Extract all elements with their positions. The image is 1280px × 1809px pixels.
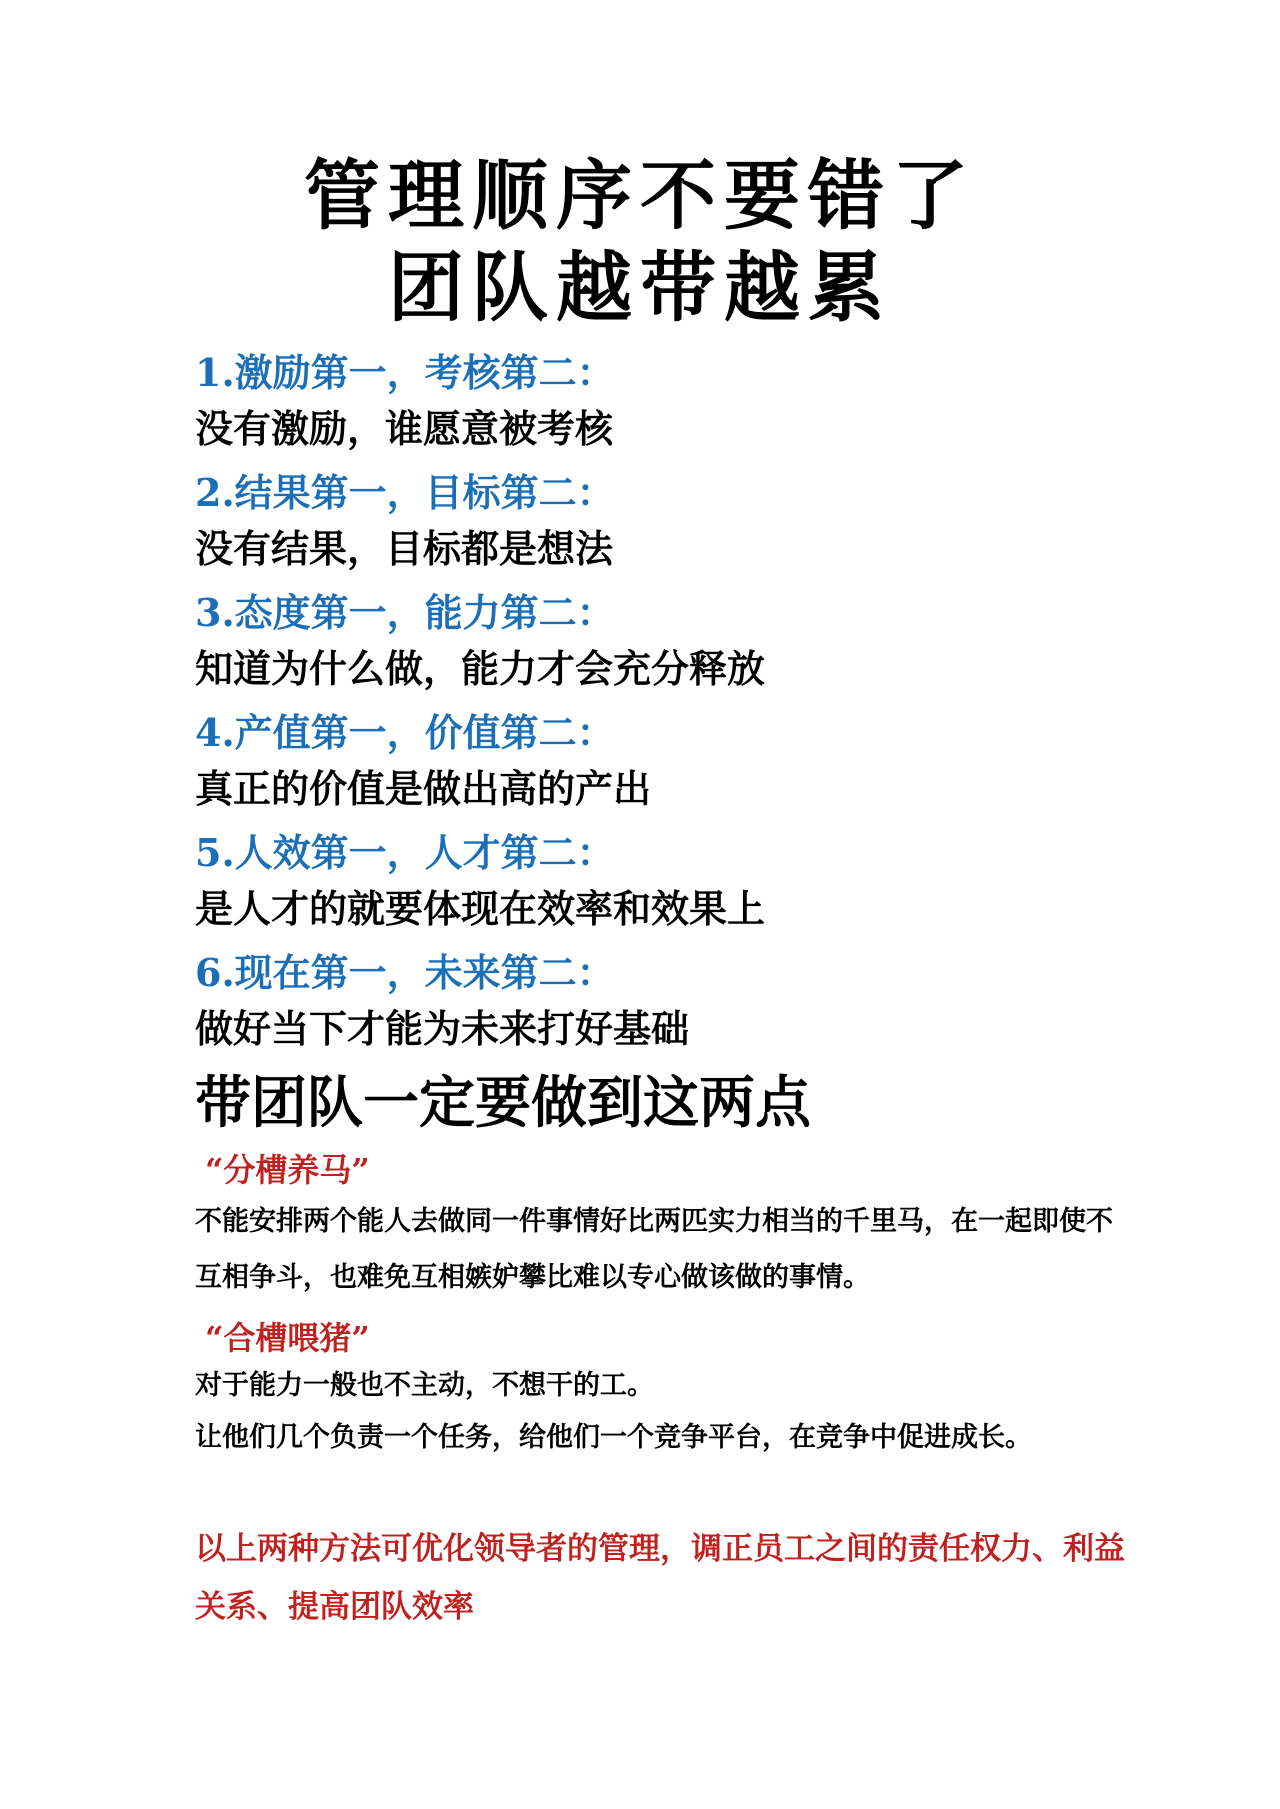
section-heading: 带团队一定要做到这两点	[195, 1070, 811, 1136]
title-line-1: 管理顺序不要错了	[304, 151, 976, 240]
principle-6-desc: 做好当下才能为未来打好基础	[195, 1006, 690, 1051]
method-2-line-1: 对于能力一般也不主动，不想干的工。	[195, 1370, 654, 1401]
method-1-text: 不能安排两个能人去做同一件事情好比两匹实力相当的千里马，在一起即使不互相争斗，也难免互相嫉妒攀比难以专心做该做的事情。	[195, 1206, 1113, 1293]
principle-6-heading: 6.现在第一，未来第二：	[195, 950, 615, 995]
closing-note: 以上两种方法可优化领导者的管理，调正员工之间的责任权力、利益关系、提高团队效率	[195, 1531, 1125, 1625]
principle-3-heading: 3.态度第一，能力第二：	[195, 590, 615, 635]
method-2-title: “合槽喂猪”	[205, 1319, 370, 1357]
principle-1-desc: 没有激励，谁愿意被考核	[195, 406, 614, 451]
principle-2-heading: 2.结果第一，目标第二：	[195, 470, 615, 515]
principle-4-desc: 真正的价值是做出高的产出	[195, 766, 652, 811]
method-1-title: “分槽养马”	[205, 1151, 370, 1189]
principle-3-desc: 知道为什么做，能力才会充分释放	[195, 646, 766, 691]
page-title	[0, 150, 1280, 334]
principle-5-desc: 是人才的就要体现在效率和效果上	[195, 886, 766, 931]
main-content	[195, 350, 1125, 1636]
principle-1-heading: 1.激励第一，考核第二：	[195, 350, 615, 395]
principle-5-heading: 5.人效第一，人才第二：	[195, 830, 615, 875]
principle-4-heading: 4.产值第一，价值第二：	[195, 710, 615, 755]
method-2-line-2: 让他们几个负责一个任务，给他们一个竞争平台，在竞争中促进成长。	[195, 1422, 1032, 1453]
title-line-2: 团队越带越累	[388, 243, 892, 332]
principle-2-desc: 没有结果，目标都是想法	[195, 526, 614, 571]
